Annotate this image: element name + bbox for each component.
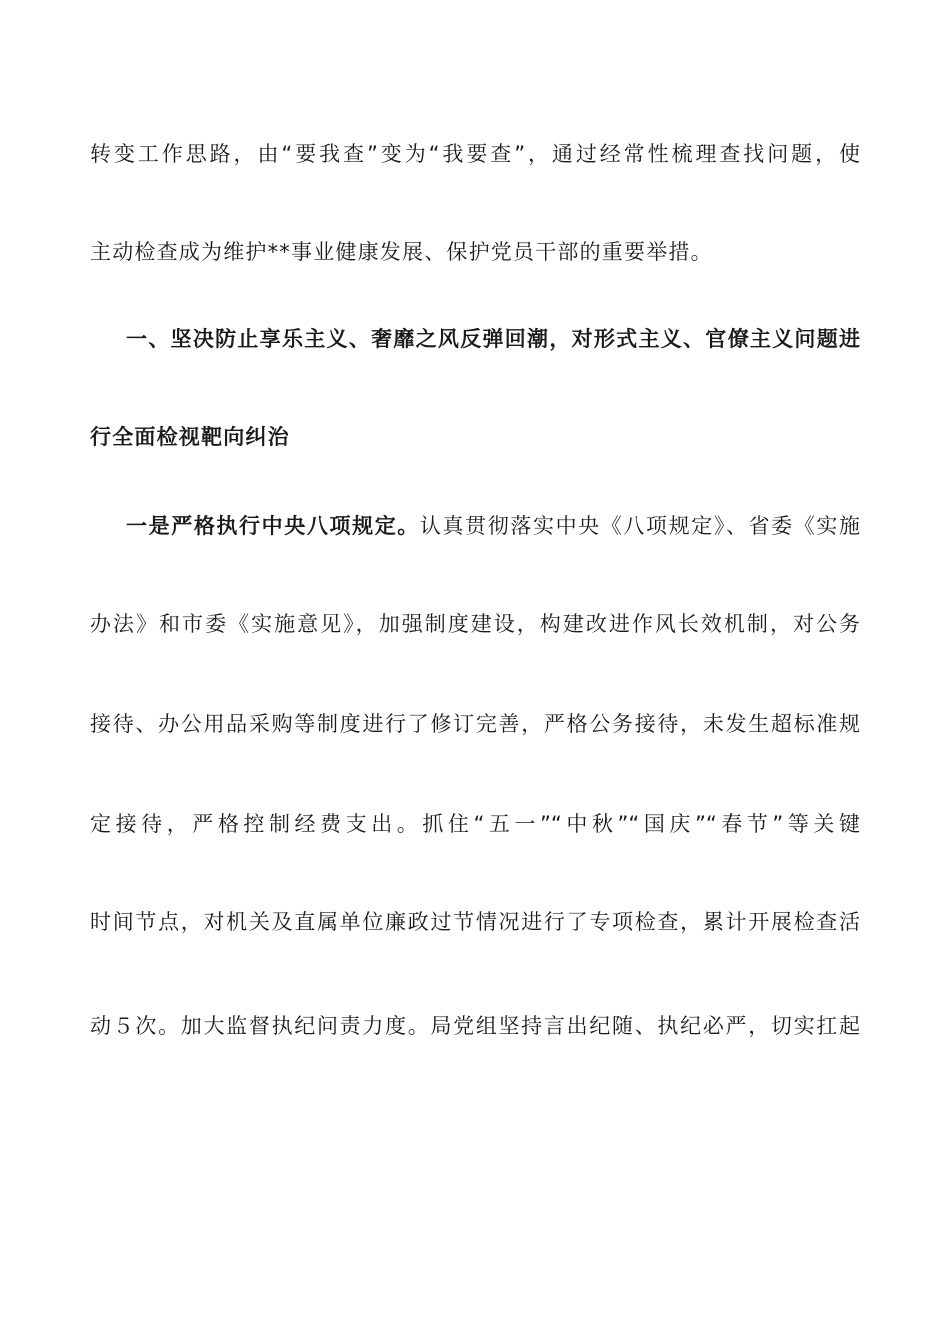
paragraph-first-line: [126, 510, 860, 542]
paragraph-lead-rest: 认真贯彻落实中央《八项规定》、省委《实施: [419, 514, 860, 538]
paragraph-line-2: 办法》和市委《实施意见》，加强制度建设，构建改进作风长效机制，对公务: [90, 612, 860, 636]
paragraph-line-5: 时间节点，对机关及直属单位廉政过节情况进行了专项检查，累计开展检查活: [90, 910, 860, 934]
paragraph-line-4: 定接待，严格控制经费支出。抓住“五一”“中秋”“国庆”“春节”等关键: [90, 812, 860, 836]
section-heading-line-2: 行全面检视靶向纠治: [90, 425, 290, 449]
body-text-line-2: 主动检查成为维护**事业健康发展、保护党员干部的重要举措。: [90, 240, 713, 264]
section-heading-line-1: 一、坚决防止享乐主义、奢靡之风反弹回潮，对形式主义、官僚主义问题进: [126, 327, 860, 351]
paragraph-line-6: 动５次。加大监督执纪问责力度。局党组坚持言出纪随、执纪必严，切实扛起: [90, 1014, 860, 1038]
paragraph-line-3: 接待、办公用品采购等制度进行了修订完善，严格公务接待，未发生超标准规: [90, 712, 860, 736]
body-text-line-1: 转变工作思路，由“要我查”变为“我要查”，通过经常性梳理查找问题，使: [90, 142, 860, 166]
paragraph-lead-bold: 一是严格执行中央八项规定。: [126, 514, 420, 538]
